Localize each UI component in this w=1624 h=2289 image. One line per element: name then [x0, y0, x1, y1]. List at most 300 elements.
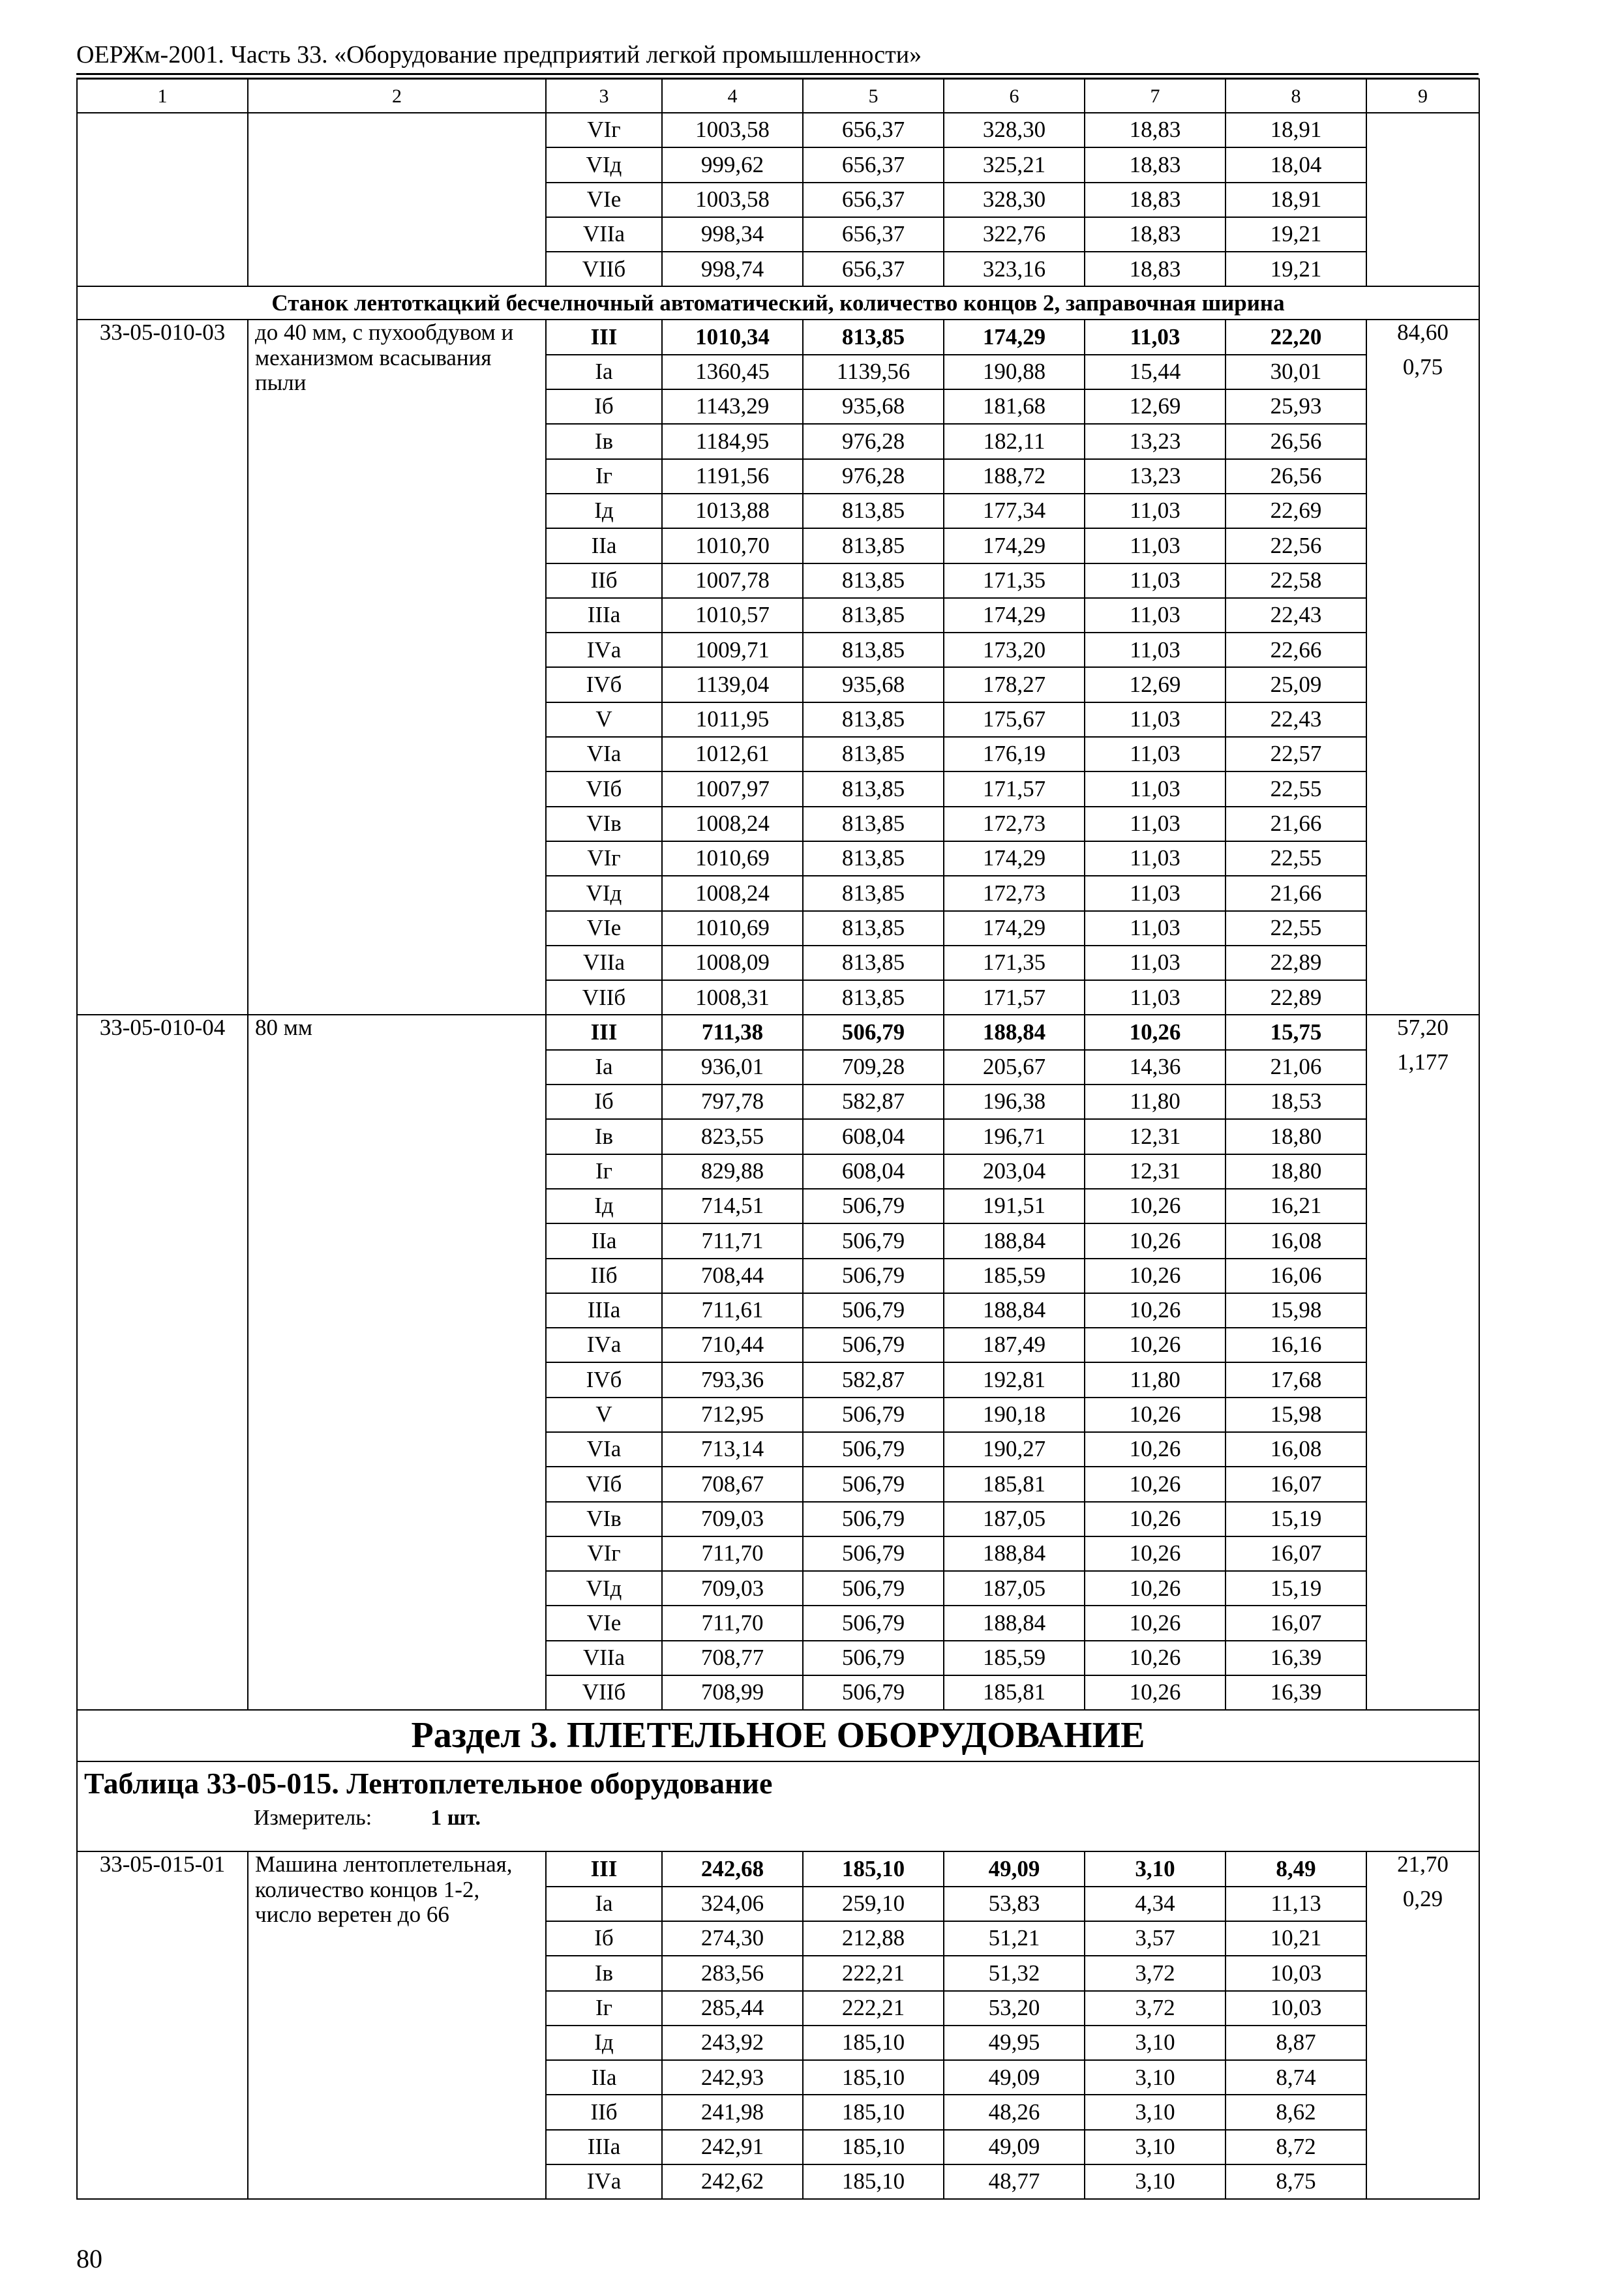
total-cost-cell: 1011,95: [662, 702, 803, 737]
cls-code-cell: VIг: [546, 841, 662, 876]
machinist-wages-cell: 11,03: [1085, 563, 1226, 598]
unit-label: Измеритель:: [254, 1805, 372, 1830]
total-cost-cell: 243,92: [662, 2026, 803, 2060]
wages-cell: 506,79: [803, 1502, 944, 1536]
wages-cell: 813,85: [803, 876, 944, 910]
machine-cost-cell: 182,11: [944, 424, 1085, 458]
rate-description: 80 мм: [248, 1015, 546, 1710]
machinist-wages-cell: 12,69: [1085, 667, 1226, 702]
machinist-wages-cell: 11,03: [1085, 598, 1226, 633]
cls-code-cell: VIе: [546, 911, 662, 946]
wages-cell: 506,79: [803, 1328, 944, 1362]
materials-cell: 16,39: [1226, 1675, 1366, 1710]
total-cost-cell: 829,88: [662, 1154, 803, 1189]
materials-cell: 8,74: [1226, 2060, 1366, 2095]
machine-cost-cell: 185,81: [944, 1675, 1085, 1710]
total-cost-cell: 711,70: [662, 1536, 803, 1571]
cls-code-cell: VIе: [546, 183, 662, 217]
machinist-wages-cell: 18,83: [1085, 113, 1226, 147]
column-number: 6: [944, 79, 1085, 113]
total-cost-cell: 797,78: [662, 1085, 803, 1119]
cls-code-cell: III: [546, 320, 662, 354]
total-cost-cell: 283,56: [662, 1956, 803, 1990]
machine-cost-cell: 185,59: [944, 1259, 1085, 1293]
machinist-wages-cell: 10,26: [1085, 1293, 1226, 1328]
machinist-wages-cell: 14,36: [1085, 1050, 1226, 1085]
total-cost-cell: 1007,78: [662, 563, 803, 598]
column-number: 1: [77, 79, 248, 113]
cls-code-cell: IIб: [546, 563, 662, 598]
materials-cell: 22,55: [1226, 771, 1366, 806]
cls-code-cell: VIв: [546, 1502, 662, 1536]
machinist-wages-cell: 18,83: [1085, 217, 1226, 252]
rate-code: 33-05-015-01: [77, 1851, 248, 2199]
machine-cost-cell: 172,73: [944, 876, 1085, 910]
cls-code-cell: Iг: [546, 1154, 662, 1189]
materials-cell: 16,39: [1226, 1641, 1366, 1675]
wages-cell: 506,79: [803, 1606, 944, 1640]
rate-description: до 40 мм, с пухообдувом и механизмом всасывания пыли: [248, 320, 546, 1015]
machinist-wages-cell: 10,26: [1085, 1223, 1226, 1258]
total-cost-cell: 936,01: [662, 1050, 803, 1085]
machine-cost-cell: 174,29: [944, 528, 1085, 563]
cls-code-cell: Iв: [546, 1956, 662, 1990]
wages-cell: 709,28: [803, 1050, 944, 1085]
machinist-wages-cell: 11,03: [1085, 911, 1226, 946]
total-cost-cell: 709,03: [662, 1502, 803, 1536]
wages-cell: 656,37: [803, 217, 944, 252]
total-cost-cell: 1010,69: [662, 841, 803, 876]
total-cost-cell: 1010,34: [662, 320, 803, 354]
cls-code-cell: Iб: [546, 389, 662, 424]
materials-cell: 16,06: [1226, 1259, 1366, 1293]
total-cost-cell: 242,91: [662, 2130, 803, 2164]
table-row: [77, 1851, 1479, 1886]
materials-cell: 19,21: [1226, 252, 1366, 286]
machinist-wages-cell: 11,03: [1085, 320, 1226, 354]
materials-cell: 22,69: [1226, 494, 1366, 528]
machinist-wages-cell: 12,69: [1085, 389, 1226, 424]
materials-cell: 22,89: [1226, 980, 1366, 1015]
materials-cell: 18,53: [1226, 1085, 1366, 1119]
machine-cost-cell: 49,09: [944, 2060, 1085, 2095]
materials-cell: 18,80: [1226, 1119, 1366, 1154]
total-cost-cell: 711,71: [662, 1223, 803, 1258]
materials-cell: 22,57: [1226, 737, 1366, 771]
machinist-wages-cell: 10,26: [1085, 1189, 1226, 1223]
cls-code-cell: VIIа: [546, 946, 662, 980]
wages-cell: 813,85: [803, 494, 944, 528]
machine-cost-cell: 322,76: [944, 217, 1085, 252]
cls-code-cell: VIа: [546, 737, 662, 771]
materials-cell: 18,04: [1226, 147, 1366, 182]
cls-code-cell: VIе: [546, 1606, 662, 1640]
machine-cost-cell: 177,34: [944, 494, 1085, 528]
wages-cell: 935,68: [803, 667, 944, 702]
cls-code-cell: Iг: [546, 459, 662, 494]
machine-cost-cell: 188,84: [944, 1223, 1085, 1258]
materials-cell: 22,43: [1226, 598, 1366, 633]
materials-cell: 22,55: [1226, 841, 1366, 876]
wages-cell: 506,79: [803, 1293, 944, 1328]
machinist-wages-cell: 3,10: [1085, 2095, 1226, 2129]
total-cost-cell: 999,62: [662, 147, 803, 182]
cls-code-cell: VIб: [546, 1467, 662, 1501]
total-cost-cell: 1012,61: [662, 737, 803, 771]
cls-code-cell: VIIа: [546, 217, 662, 252]
table-title: Таблица 33-05-015. Лентоплетельное оборудование: [84, 1767, 773, 1801]
wages-cell: 656,37: [803, 252, 944, 286]
cls-code-cell: VIа: [546, 1432, 662, 1467]
wages-cell: 813,85: [803, 598, 944, 633]
machine-cost-cell: 174,29: [944, 598, 1085, 633]
cls-code-cell: III: [546, 1015, 662, 1049]
machinist-wages-cell: 3,10: [1085, 1851, 1226, 1886]
wages-cell: 506,79: [803, 1467, 944, 1501]
table-title-cell: [77, 1761, 1479, 1851]
machinist-wages-cell: 10,26: [1085, 1606, 1226, 1640]
materials-cell: 17,68: [1226, 1362, 1366, 1397]
machine-cost-cell: 171,35: [944, 563, 1085, 598]
col9-value: 1,177: [1366, 1050, 1479, 1711]
unit-line: [84, 1806, 1472, 1830]
machinist-wages-cell: 11,80: [1085, 1085, 1226, 1119]
machinist-wages-cell: 18,83: [1085, 183, 1226, 217]
machine-cost-cell: 187,05: [944, 1502, 1085, 1536]
cls-code-cell: VIг: [546, 1536, 662, 1571]
wages-cell: 813,85: [803, 563, 944, 598]
column-number: 2: [248, 79, 546, 113]
machine-cost-cell: 205,67: [944, 1050, 1085, 1085]
total-cost-cell: 711,61: [662, 1293, 803, 1328]
machine-cost-cell: 328,30: [944, 113, 1085, 147]
machine-cost-cell: 185,81: [944, 1467, 1085, 1501]
machine-cost-cell: 174,29: [944, 320, 1085, 354]
total-cost-cell: 324,06: [662, 1887, 803, 1921]
machinist-wages-cell: 11,03: [1085, 737, 1226, 771]
total-cost-cell: 242,68: [662, 1851, 803, 1886]
wages-cell: 976,28: [803, 459, 944, 494]
column-number: 3: [546, 79, 662, 113]
total-cost-cell: 709,03: [662, 1571, 803, 1606]
machine-cost-cell: 171,57: [944, 771, 1085, 806]
machinist-wages-cell: 4,34: [1085, 1887, 1226, 1921]
col9-cell: [1366, 113, 1479, 286]
wages-cell: 813,85: [803, 771, 944, 806]
cls-code-cell: Iг: [546, 1991, 662, 2026]
machinist-wages-cell: 13,23: [1085, 424, 1226, 458]
machine-cost-cell: 175,67: [944, 702, 1085, 737]
machinist-wages-cell: 3,10: [1085, 2060, 1226, 2095]
materials-cell: 18,91: [1226, 183, 1366, 217]
cls-code-cell: VIв: [546, 807, 662, 841]
machine-cost-cell: 174,29: [944, 841, 1085, 876]
materials-cell: 16,07: [1226, 1606, 1366, 1640]
machinist-wages-cell: 10,26: [1085, 1432, 1226, 1467]
cls-code-cell: IIIа: [546, 2130, 662, 2164]
cls-code-cell: IVа: [546, 2164, 662, 2199]
cls-code-cell: Iд: [546, 2026, 662, 2060]
wages-cell: 222,21: [803, 1991, 944, 2026]
total-cost-cell: 998,74: [662, 252, 803, 286]
wages-cell: 582,87: [803, 1362, 944, 1397]
wages-cell: 185,10: [803, 2095, 944, 2129]
wages-cell: 506,79: [803, 1189, 944, 1223]
machine-cost-cell: 328,30: [944, 183, 1085, 217]
materials-cell: 10,21: [1226, 1921, 1366, 1956]
cls-code-cell: Iб: [546, 1921, 662, 1956]
total-cost-cell: 823,55: [662, 1119, 803, 1154]
machinist-wages-cell: 3,72: [1085, 1956, 1226, 1990]
wages-cell: 813,85: [803, 946, 944, 980]
total-cost-cell: 242,62: [662, 2164, 803, 2199]
table-row: [77, 113, 1479, 147]
total-cost-cell: 708,99: [662, 1675, 803, 1710]
total-cost-cell: 793,36: [662, 1362, 803, 1397]
wages-cell: 656,37: [803, 113, 944, 147]
cls-code-cell: Iв: [546, 424, 662, 458]
wages-cell: 185,10: [803, 2164, 944, 2199]
materials-cell: 26,56: [1226, 459, 1366, 494]
machinist-wages-cell: 11,03: [1085, 771, 1226, 806]
materials-cell: 19,21: [1226, 217, 1366, 252]
wages-cell: 222,21: [803, 1956, 944, 1990]
section-title: Раздел 3. ПЛЕТЕЛЬНОЕ ОБОРУДОВАНИЕ: [77, 1710, 1479, 1761]
machine-cost-cell: 53,83: [944, 1887, 1085, 1921]
materials-cell: 15,19: [1226, 1502, 1366, 1536]
materials-cell: 16,21: [1226, 1189, 1366, 1223]
cls-code-cell: VIд: [546, 147, 662, 182]
page-number: 80: [76, 2244, 102, 2273]
header-rule: [76, 73, 1479, 75]
total-cost-cell: 1360,45: [662, 355, 803, 389]
wages-cell: 813,85: [803, 737, 944, 771]
machine-cost-cell: 188,84: [944, 1015, 1085, 1049]
wages-cell: 813,85: [803, 980, 944, 1015]
machine-cost-cell: 196,71: [944, 1119, 1085, 1154]
total-cost-cell: 708,44: [662, 1259, 803, 1293]
machine-cost-cell: 49,95: [944, 2026, 1085, 2060]
page-header-title: ОЕРЖм-2001. Часть 33. «Оборудование предприятий легкой промышленности»: [76, 41, 922, 68]
machinist-wages-cell: 11,03: [1085, 980, 1226, 1015]
machinist-wages-cell: 10,26: [1085, 1328, 1226, 1362]
cls-code-cell: VIд: [546, 1571, 662, 1606]
total-cost-cell: 708,77: [662, 1641, 803, 1675]
total-cost-cell: 711,38: [662, 1015, 803, 1049]
machine-cost-cell: 49,09: [944, 1851, 1085, 1886]
cls-code-cell: IIIа: [546, 1293, 662, 1328]
materials-cell: 21,06: [1226, 1050, 1366, 1085]
cls-code-cell: VIIб: [546, 252, 662, 286]
wages-cell: 976,28: [803, 424, 944, 458]
cls-code-cell: IIIа: [546, 598, 662, 633]
total-cost-cell: 713,14: [662, 1432, 803, 1467]
total-cost-cell: 711,70: [662, 1606, 803, 1640]
column-number: 8: [1226, 79, 1366, 113]
machinist-wages-cell: 11,03: [1085, 702, 1226, 737]
wages-cell: 656,37: [803, 183, 944, 217]
cls-code-cell: Iа: [546, 1050, 662, 1085]
total-cost-cell: 1003,58: [662, 113, 803, 147]
total-cost-cell: 714,51: [662, 1189, 803, 1223]
wages-cell: 506,79: [803, 1571, 944, 1606]
col9-value: 21,70: [1366, 1851, 1479, 1886]
rate-code: 33-05-010-04: [77, 1015, 248, 1710]
cls-code-cell: V: [546, 702, 662, 737]
section-row: [77, 1710, 1479, 1761]
cls-code-cell: VIIб: [546, 1675, 662, 1710]
machinist-wages-cell: 3,10: [1085, 2026, 1226, 2060]
col9-value: 57,20: [1366, 1015, 1479, 1049]
materials-cell: 22,55: [1226, 911, 1366, 946]
materials-cell: 21,66: [1226, 807, 1366, 841]
column-number: 7: [1085, 79, 1226, 113]
machine-cost-cell: 53,20: [944, 1991, 1085, 2026]
total-cost-cell: 1003,58: [662, 183, 803, 217]
cls-code-cell: IIа: [546, 1223, 662, 1258]
cls-code-cell: IVб: [546, 1362, 662, 1397]
wages-cell: 656,37: [803, 147, 944, 182]
materials-cell: 15,75: [1226, 1015, 1366, 1049]
total-cost-cell: 1010,57: [662, 598, 803, 633]
wages-cell: 506,79: [803, 1641, 944, 1675]
machine-cost-cell: 190,18: [944, 1398, 1085, 1432]
group-title-row: [77, 286, 1479, 320]
wages-cell: 813,85: [803, 841, 944, 876]
wages-cell: 185,10: [803, 2026, 944, 2060]
materials-cell: 10,03: [1226, 1956, 1366, 1990]
cls-code-cell: IVб: [546, 667, 662, 702]
total-cost-cell: 1010,70: [662, 528, 803, 563]
cls-code-cell: Iа: [546, 355, 662, 389]
total-cost-cell: 1013,88: [662, 494, 803, 528]
wages-cell: 506,79: [803, 1259, 944, 1293]
materials-cell: 8,62: [1226, 2095, 1366, 2129]
machine-cost-cell: 188,84: [944, 1536, 1085, 1571]
rates-table: [76, 78, 1480, 2200]
cls-code-cell: Iв: [546, 1119, 662, 1154]
materials-cell: 16,08: [1226, 1223, 1366, 1258]
wages-cell: 813,85: [803, 702, 944, 737]
machinist-wages-cell: 11,03: [1085, 528, 1226, 563]
machine-cost-cell: 190,27: [944, 1432, 1085, 1467]
cls-code-cell: IVа: [546, 633, 662, 667]
machinist-wages-cell: 10,26: [1085, 1259, 1226, 1293]
wages-cell: 506,79: [803, 1398, 944, 1432]
wages-cell: 1139,56: [803, 355, 944, 389]
total-cost-cell: 708,67: [662, 1467, 803, 1501]
column-number: 5: [803, 79, 944, 113]
total-cost-cell: 998,34: [662, 217, 803, 252]
machinist-wages-cell: 11,03: [1085, 946, 1226, 980]
machinist-wages-cell: 11,03: [1085, 807, 1226, 841]
total-cost-cell: 712,95: [662, 1398, 803, 1432]
wages-cell: 185,10: [803, 1851, 944, 1886]
cls-code-cell: Iд: [546, 1189, 662, 1223]
column-number: 4: [662, 79, 803, 113]
machinist-wages-cell: 10,26: [1085, 1502, 1226, 1536]
materials-cell: 22,43: [1226, 702, 1366, 737]
machine-cost-cell: 191,51: [944, 1189, 1085, 1223]
table-row: [77, 1015, 1479, 1049]
total-cost-cell: 1143,29: [662, 389, 803, 424]
machine-cost-cell: 325,21: [944, 147, 1085, 182]
materials-cell: 16,16: [1226, 1328, 1366, 1362]
machinist-wages-cell: 10,26: [1085, 1398, 1226, 1432]
materials-cell: 26,56: [1226, 424, 1366, 458]
wages-cell: 935,68: [803, 389, 944, 424]
cls-code-cell: Iа: [546, 1887, 662, 1921]
total-cost-cell: 1008,24: [662, 876, 803, 910]
machinist-wages-cell: 12,31: [1085, 1119, 1226, 1154]
wages-cell: 813,85: [803, 633, 944, 667]
materials-cell: 25,09: [1226, 667, 1366, 702]
machinist-wages-cell: 18,83: [1085, 147, 1226, 182]
materials-cell: 15,98: [1226, 1398, 1366, 1432]
total-cost-cell: 242,93: [662, 2060, 803, 2095]
materials-cell: 8,87: [1226, 2026, 1366, 2060]
materials-cell: 8,49: [1226, 1851, 1366, 1886]
machinist-wages-cell: 3,57: [1085, 1921, 1226, 1956]
machine-cost-cell: 188,72: [944, 459, 1085, 494]
col9-value: 0,75: [1366, 355, 1479, 1015]
materials-cell: 11,13: [1226, 1887, 1366, 1921]
materials-cell: 21,66: [1226, 876, 1366, 910]
machinist-wages-cell: 3,72: [1085, 1991, 1226, 2026]
materials-cell: 22,58: [1226, 563, 1366, 598]
machine-cost-cell: 185,59: [944, 1641, 1085, 1675]
total-cost-cell: 1008,31: [662, 980, 803, 1015]
machinist-wages-cell: 15,44: [1085, 355, 1226, 389]
materials-cell: 15,98: [1226, 1293, 1366, 1328]
total-cost-cell: 710,44: [662, 1328, 803, 1362]
cls-code-cell: V: [546, 1398, 662, 1432]
description-cell: [248, 113, 546, 286]
cls-code-cell: III: [546, 1851, 662, 1886]
total-cost-cell: 1010,69: [662, 911, 803, 946]
cls-code-cell: VIб: [546, 771, 662, 806]
materials-cell: 10,03: [1226, 1991, 1366, 2026]
total-cost-cell: 1009,71: [662, 633, 803, 667]
rate-description: Машина лентоплетельная, количество концов 1-2, число веретен до 66: [248, 1851, 546, 2199]
table-row: [77, 320, 1479, 354]
cls-code-cell: IIб: [546, 2095, 662, 2129]
materials-cell: 22,56: [1226, 528, 1366, 563]
machinist-wages-cell: 3,10: [1085, 2130, 1226, 2164]
wages-cell: 506,79: [803, 1675, 944, 1710]
machine-cost-cell: 188,84: [944, 1606, 1085, 1640]
wages-cell: 813,85: [803, 528, 944, 563]
machine-cost-cell: 176,19: [944, 737, 1085, 771]
group-title: Станок лентоткацкий бесчелночный автоматический, количество концов 2, заправочная ширина: [77, 286, 1479, 320]
code-cell: [77, 113, 248, 286]
machinist-wages-cell: 10,26: [1085, 1571, 1226, 1606]
machinist-wages-cell: 13,23: [1085, 459, 1226, 494]
machinist-wages-cell: 11,03: [1085, 494, 1226, 528]
total-cost-cell: 1139,04: [662, 667, 803, 702]
total-cost-cell: 1008,09: [662, 946, 803, 980]
machine-cost-cell: 187,49: [944, 1328, 1085, 1362]
materials-cell: 22,20: [1226, 320, 1366, 354]
total-cost-cell: 1008,24: [662, 807, 803, 841]
materials-cell: 18,91: [1226, 113, 1366, 147]
machine-cost-cell: 323,16: [944, 252, 1085, 286]
total-cost-cell: 1191,56: [662, 459, 803, 494]
materials-cell: 22,66: [1226, 633, 1366, 667]
col9-value: 0,29: [1366, 1887, 1479, 2200]
machinist-wages-cell: 11,80: [1085, 1362, 1226, 1397]
cls-code-cell: IVа: [546, 1328, 662, 1362]
